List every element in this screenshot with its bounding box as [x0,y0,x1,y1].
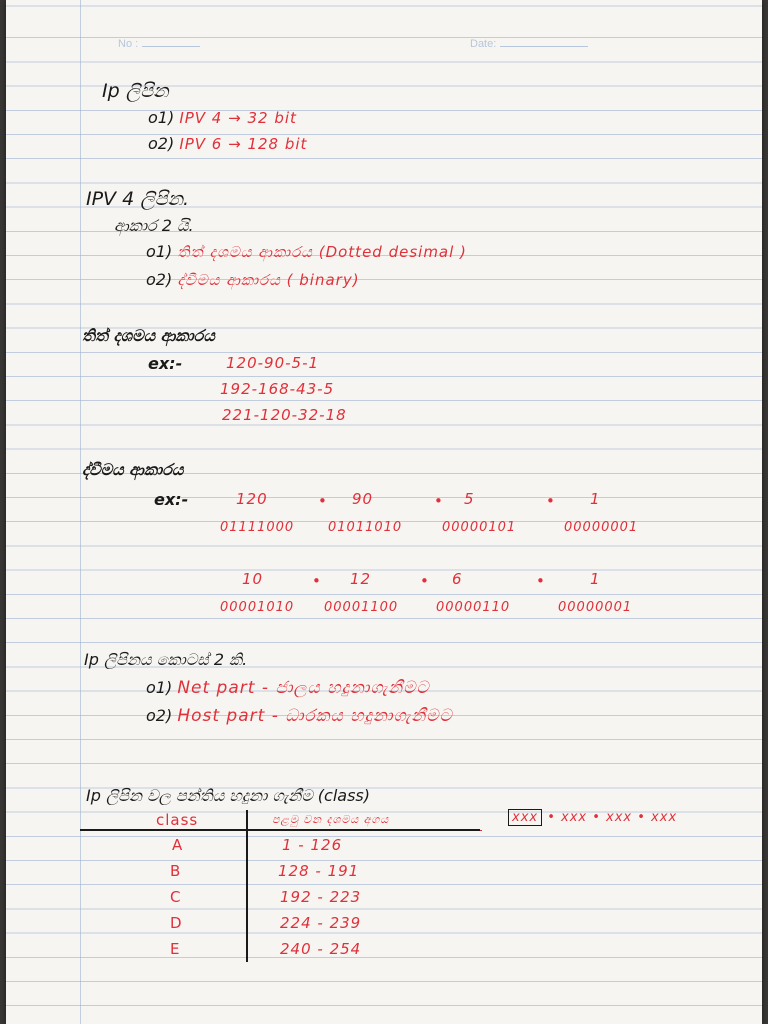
item-text: Net part - ජාලය හදුනාගැනීමට [177,678,430,698]
item-text: IPV 4 → 32 bit [179,109,297,127]
dot-separator: • [312,572,322,590]
decimal-value: 1 [590,490,601,508]
table-header-range: පළමු වන දශමය අගය [272,813,390,826]
dot-separator: • [546,492,556,510]
binary-value: 00000110 [436,600,511,615]
decimal-value: 12 [350,570,372,588]
dot-separator: • [536,572,546,590]
dotted-example-1: 120-90-5-1 [226,354,320,372]
section6-title: Ip ලිපින වල පන්තිය හදුනා ගැනීම (class) [86,786,371,805]
binary-value: 00001100 [324,600,399,615]
ip-format-note [508,810,677,825]
date-label: Date: [470,38,497,50]
class-row-d: D [170,914,183,932]
section4-ex-label: ex:- [154,490,189,509]
section1-item-2 [148,134,307,153]
decimal-value: 5 [464,490,475,508]
first-octet-box: xxx [508,809,542,826]
range-row-d: 224 - 239 [280,914,362,932]
decimal-value: 1 [590,570,601,588]
class-row-c: C [170,888,182,906]
decimal-value: 10 [242,570,264,588]
section3-ex-label: ex:- [148,354,183,373]
item-number: o1) [146,242,173,261]
section4-title: ද්වීමය ආකාරය [82,460,184,479]
notebook-page [6,0,762,1024]
table-header-divider [80,829,480,831]
item-number: o2) [146,270,173,289]
section2-item-1 [146,242,467,261]
class-row-e: E [170,940,181,958]
range-row-c: 192 - 223 [280,888,362,906]
dotted-example-3: 221-120-32-18 [222,406,347,424]
item-text: Host part - ධාරකය හදුනාගැනීමට [177,706,453,726]
section1-item-1 [148,108,297,127]
decimal-value: 120 [236,490,268,508]
section2-title: IPV 4 ලිපින. [86,188,190,210]
no-field [118,38,200,50]
table-header-class: class [156,811,199,829]
class-row-b: B [170,862,182,880]
section5-item-2 [146,706,453,726]
item-text: IPV 6 → 128 bit [179,135,308,153]
section1-title: Ip ලිපින [102,80,169,102]
item-number: o1) [146,678,173,697]
section2-item-2 [146,270,360,289]
item-number: o2) [148,134,175,153]
range-row-b: 128 - 191 [278,862,360,880]
binary-value: 00001010 [220,600,295,615]
date-field [470,38,588,50]
section2-subtitle: ආකාර 2 යි. [114,216,194,235]
class-row-a: A [172,836,184,854]
binary-value: 01111000 [220,520,295,535]
dot-separator: • [318,492,328,510]
binary-value: 00000001 [558,600,633,615]
binary-value: 00000001 [564,520,639,535]
section5-title: Ip ලිපිනය කොටස් 2 කි. [84,650,248,669]
item-number: o1) [148,108,175,127]
decimal-value: 6 [452,570,463,588]
table-column-divider [246,810,248,962]
no-label: No : [118,38,139,50]
range-row-e: 240 - 254 [280,940,362,958]
section3-title: තිත් දශමය ආකාරය [82,326,215,345]
dotted-example-2: 192-168-43-5 [220,380,335,398]
dot-separator: • [420,572,430,590]
binary-value: 00000101 [442,520,517,535]
binary-value: 01011010 [328,520,403,535]
dot-separator: • [434,492,444,510]
item-text: ද්වීමය ආකාරය ( binary) [177,271,360,289]
range-row-a: 1 - 126 [282,836,343,854]
item-text: තිත් දශමය ආකාරය (Dotted desimal ) [177,243,467,261]
decimal-value: 90 [352,490,374,508]
remaining-octets: • xxx • xxx • xxx [547,810,678,825]
section5-item-1 [146,678,430,698]
item-number: o2) [146,706,173,725]
